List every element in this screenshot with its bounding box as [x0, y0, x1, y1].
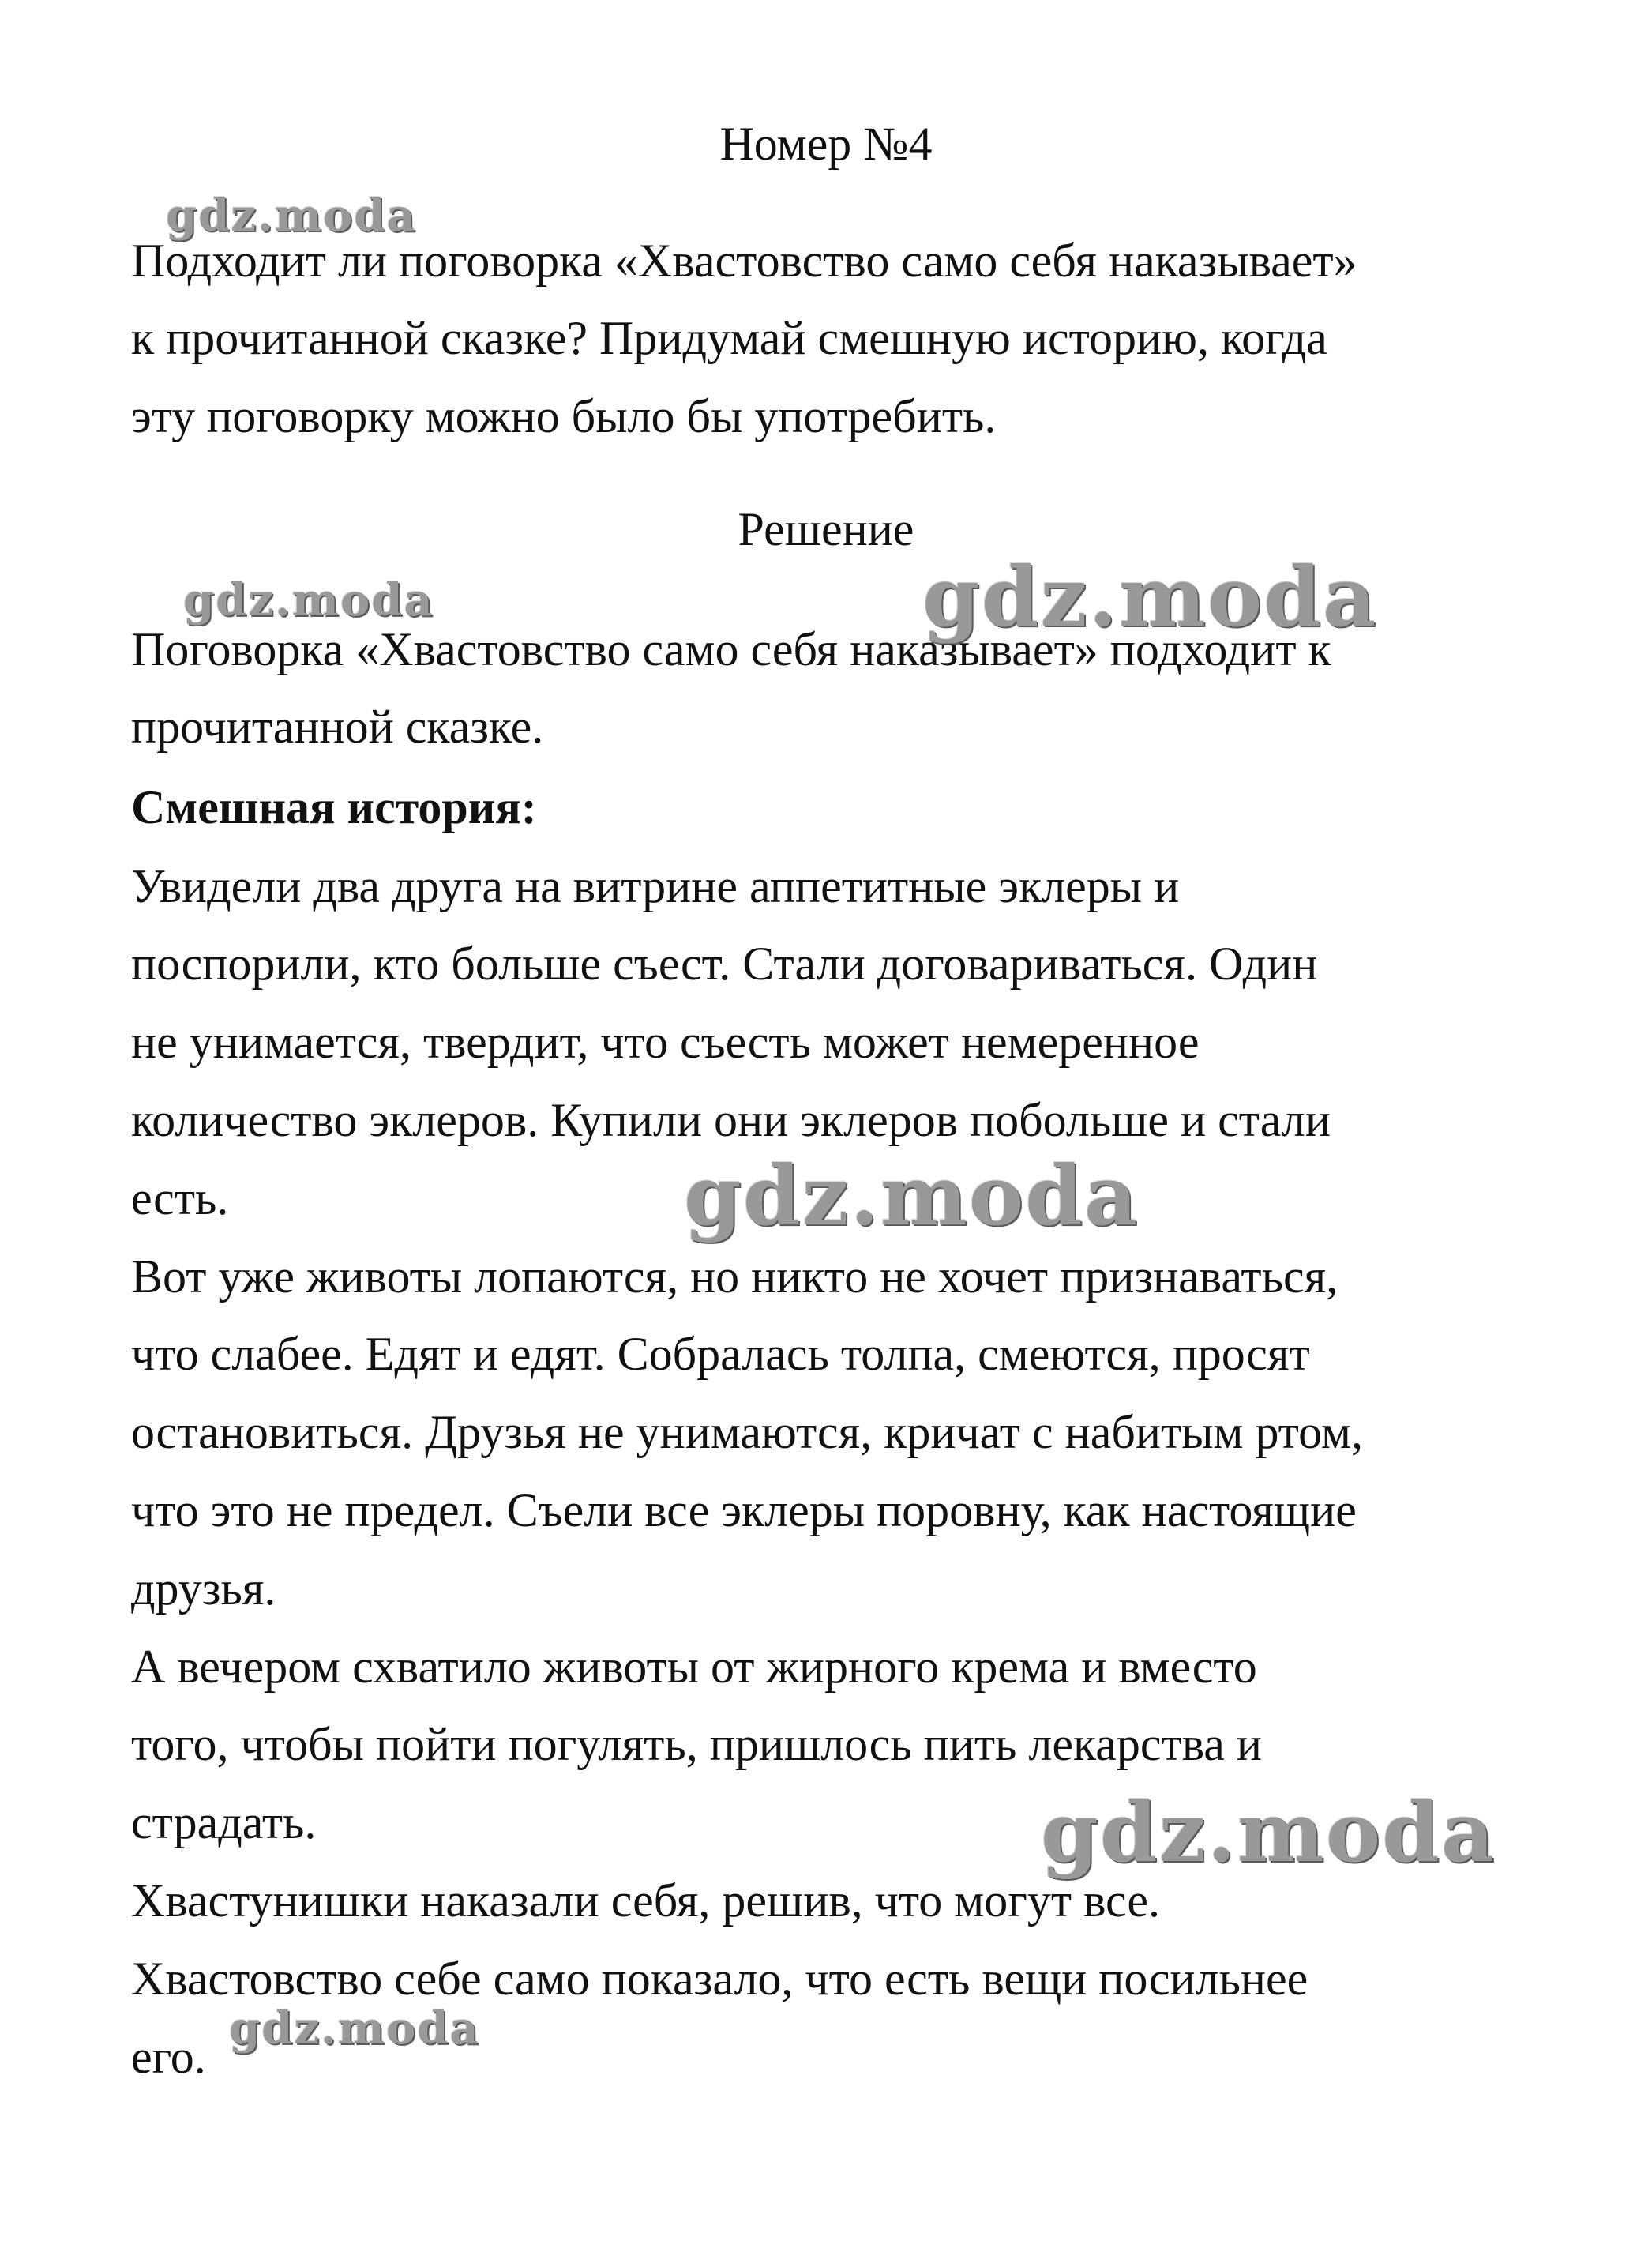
question-line: Подходит ли поговорка «Хвастовство само себя наказывает» [131, 235, 1357, 287]
story-line: количество эклеров. Купили они эклеров побольше и стали [131, 1094, 1331, 1146]
story-line: Хвастунишки наказали себя, решив, что могут все. [131, 1874, 1161, 1927]
story-line: Хвастовство себе само показало, что есть вещи посильнее [131, 1953, 1308, 2005]
story-line: поспорили, кто больше съест. Стали договариваться. Один [131, 938, 1318, 990]
story-line: его. [131, 2031, 206, 2083]
story-line: Увидели два друга на витрине аппетитные эклеры и [131, 860, 1180, 912]
watermark-logo: gdz.moda [1041, 1784, 1496, 1881]
story-line: друзья. [131, 1562, 276, 1615]
watermark-logo: gdz.moda [922, 548, 1378, 645]
story-line: что слабее. Едят и едят. Собралась толпа, смеются, просят [131, 1328, 1310, 1380]
answer-line: прочитанной сказке. [131, 701, 544, 753]
question-line: эту поговорку можно было бы употребить. [131, 390, 997, 442]
watermark-logo: gdz.moda [684, 1147, 1140, 1244]
story-line: А вечером схватило животы от жирного крема и вместо [131, 1641, 1257, 1693]
story-line: Вот уже животы лопаются, но никто не хочет признаваться, [131, 1250, 1338, 1303]
story-line: не унимается, твердит, что съесть может немеренное [131, 1016, 1200, 1068]
question-line: к прочитанной сказке? Придумай смешную историю, когда [131, 312, 1327, 364]
watermark-logo: gdz.moda [166, 190, 417, 242]
story-line: есть. [131, 1172, 229, 1224]
story-line: что это не предел. Съели все эклеры поровну, как настоящие [131, 1484, 1357, 1536]
watermark-logo: gdz.moda [229, 2002, 480, 2055]
answer-line: Поговорка «Хвастовство само себя наказывает» подходит к [131, 623, 1331, 675]
solution-heading: Решение [738, 503, 914, 555]
story-line: остановиться. Друзья не унимаются, кричат с набитым ртом, [131, 1406, 1363, 1458]
task-number-title: Номер №4 [719, 118, 933, 170]
story-line: того, чтобы пойти погулять, пришлось пить лекарства и [131, 1718, 1262, 1770]
story-heading: Смешная история: [131, 781, 537, 833]
story-line: страдать. [131, 1796, 317, 1848]
watermark-logo: gdz.moda [183, 574, 434, 626]
